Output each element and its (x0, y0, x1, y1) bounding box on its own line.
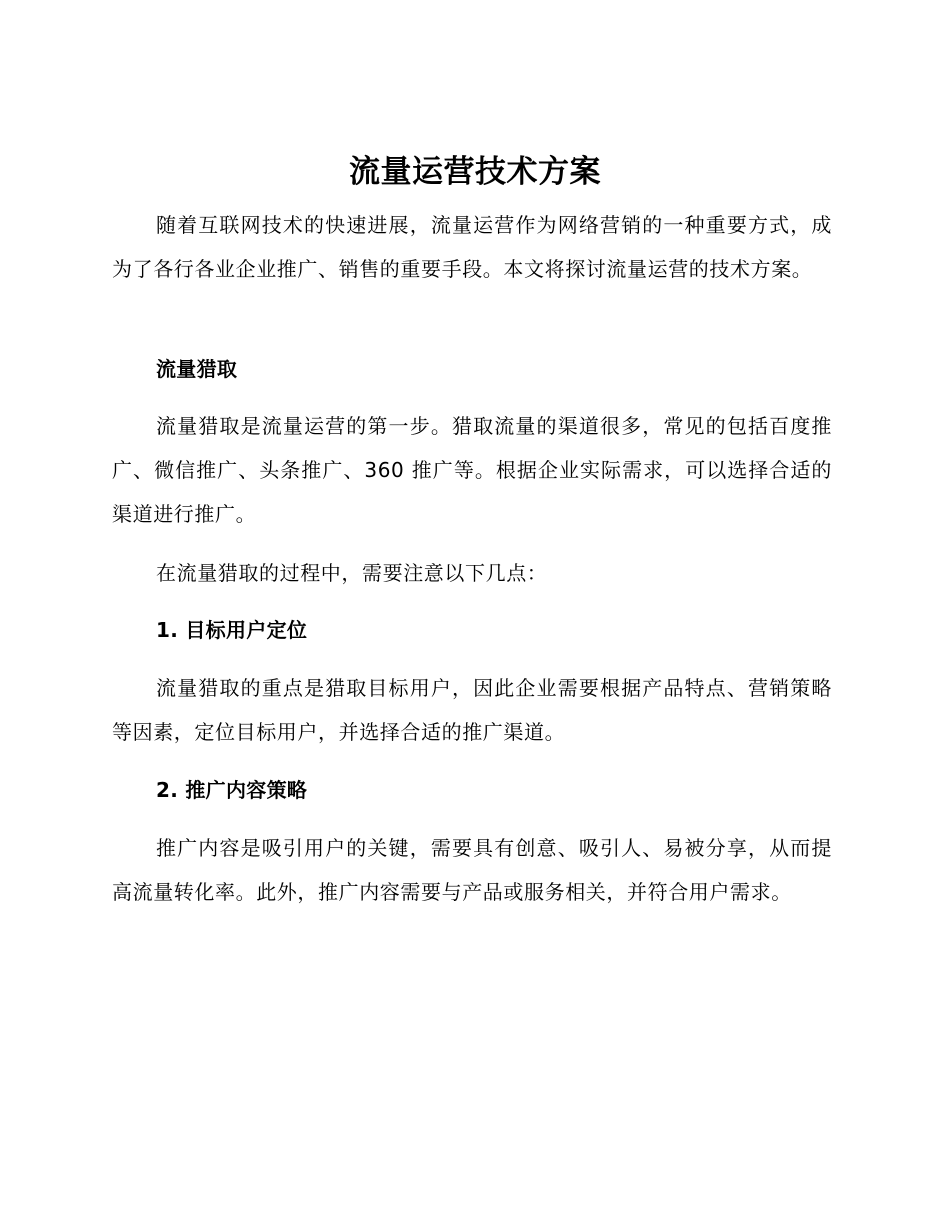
point-heading-target-users: 1. 目标用户定位 (156, 618, 308, 642)
section-paragraph-notes: 在流量猎取的过程中，需要注意以下几点： (156, 561, 548, 585)
section-paragraph-channels: 流量猎取是流量运营的第一步。猎取流量的渠道很多，常见的包括百度推广、微信推广、头条推广、360 推广等。根据企业实际需求，可以选择合适的渠道进行推广。 (112, 414, 832, 526)
document-title: 流量运营技术方案 (349, 154, 601, 190)
intro-paragraph: 随着互联网技术的快速进展，流量运营作为网络营销的一种重要方式，成为了各行各业企业推广、销售的重要手段。本文将探讨流量运营的技术方案。 (112, 213, 832, 281)
section-heading-traffic-acquisition: 流量猎取 (156, 357, 238, 381)
point-paragraph-content-strategy: 推广内容是吸引用户的关键，需要具有创意、吸引人、易被分享，从而提高流量转化率。此外，推广内容需要与产品或服务相关，并符合用户需求。 (112, 836, 832, 904)
point-paragraph-target-users: 流量猎取的重点是猎取目标用户，因此企业需要根据产品特点、营销策略等因素，定位目标用户，并选择合适的推广渠道。 (112, 676, 832, 744)
point-heading-content-strategy: 2. 推广内容策略 (156, 778, 308, 802)
